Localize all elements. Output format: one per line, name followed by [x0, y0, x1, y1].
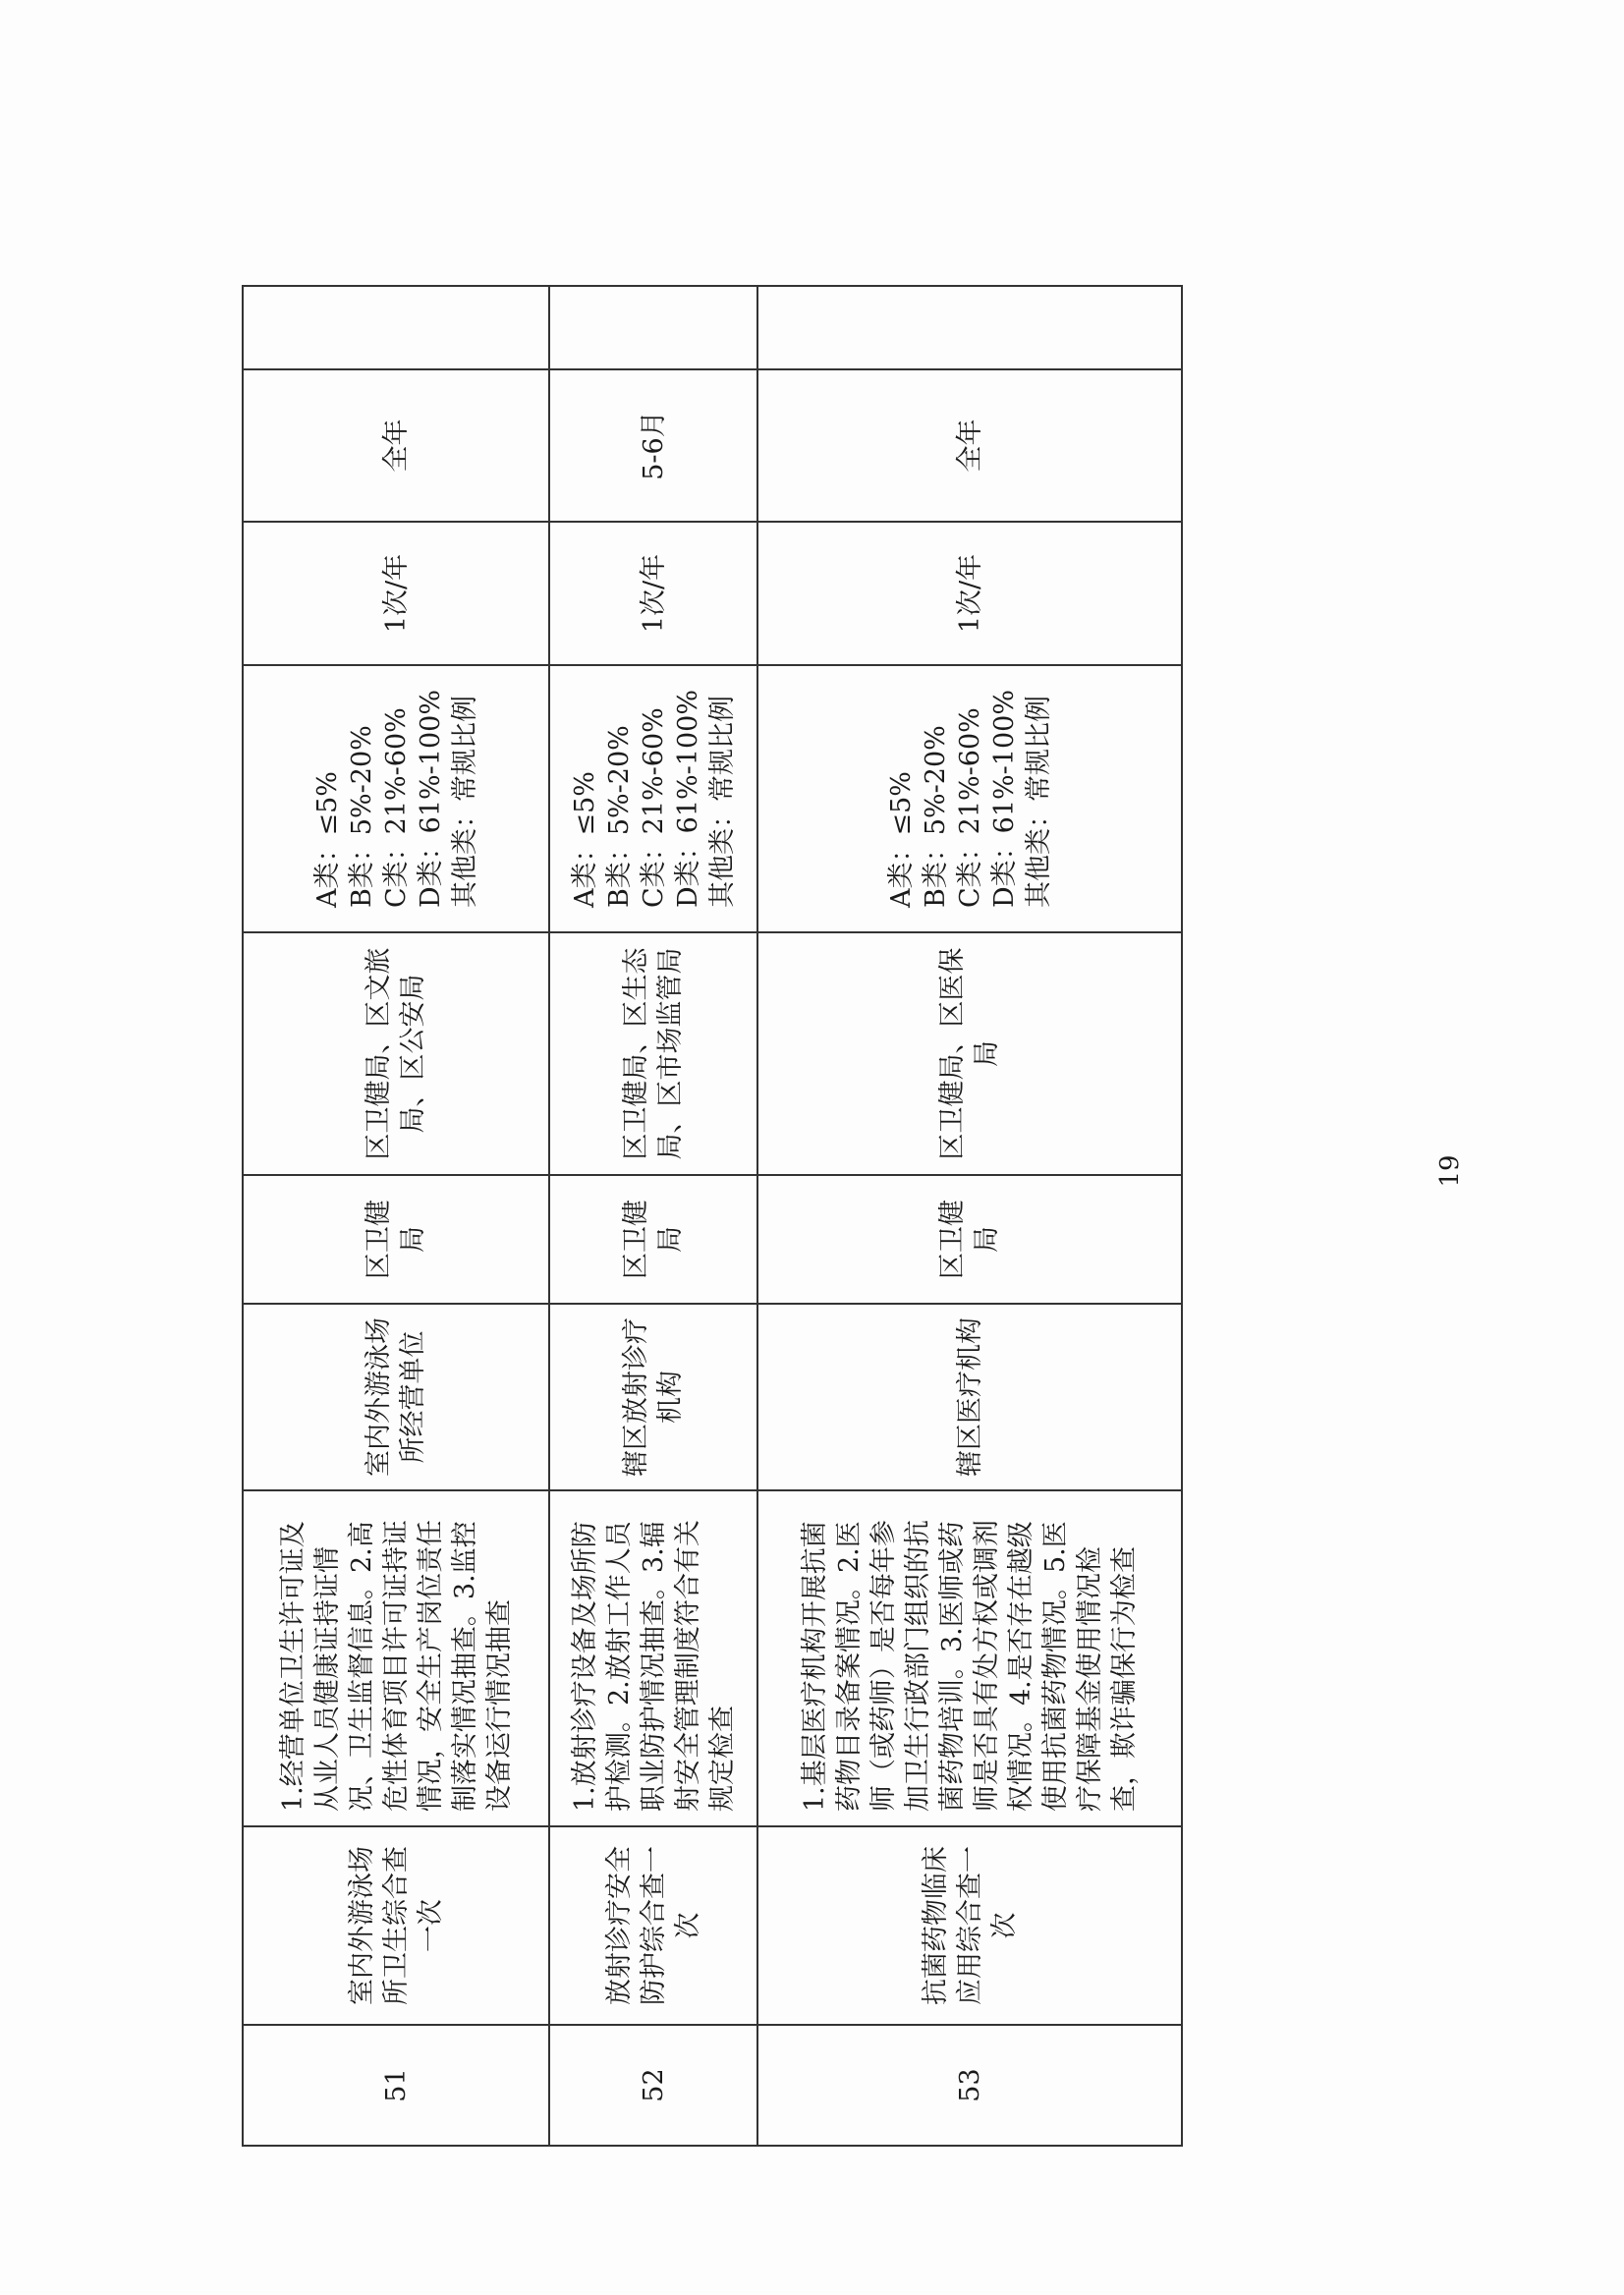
item-name: 放射诊疗安全防护综合查一次	[549, 1826, 757, 2025]
table-container	[242, 287, 1181, 2147]
inspection-content: 1.基层医疗机构开展抗菌药物目录备案情况。2.医师（或药师）是否每年参加卫生行政部门组织的抗菌药物培训。3.医师或药师是否具有处方权或调剂权情况。4.是否存在越级使用抗菌药物情况。5.医疗保障基金使用情况检查，欺诈骗保行为检查	[757, 1490, 1182, 1826]
frequency: 1次/年	[243, 522, 549, 665]
ratio-line: A类：≤5%	[311, 771, 343, 908]
ratio-line: D类：61%-100%	[672, 690, 703, 908]
sampling-ratio	[243, 665, 549, 932]
ratio-line: 其他类：常规比例	[449, 696, 480, 908]
time-period: 全年	[243, 369, 549, 522]
ratio-line: B类：5%-20%	[603, 725, 635, 908]
item-name: 室内外游泳场所卫生综合查一次	[243, 1826, 549, 2025]
ratio-line: A类：≤5%	[569, 771, 600, 908]
remark	[243, 286, 549, 369]
table-row	[757, 286, 1182, 2146]
remark	[757, 286, 1182, 369]
row-number: 51	[243, 2025, 549, 2146]
ratio-line: A类：≤5%	[885, 771, 917, 908]
ratio-line: C类：21%-60%	[638, 707, 669, 908]
ratio-line: 其他类：常规比例	[1023, 696, 1054, 908]
ratio-line: D类：61%-100%	[988, 690, 1020, 908]
cooperating-departments: 区卫健局、区医保局	[757, 932, 1182, 1175]
cooperating-departments: 区卫健局、区文旅局、区公安局	[243, 932, 549, 1175]
inspection-object: 辖区医疗机构	[757, 1304, 1182, 1490]
ratio-line: D类：61%-100%	[415, 690, 446, 908]
table-row	[549, 286, 757, 2146]
cooperating-departments: 区卫健局、区生态局、区市场监管局	[549, 932, 757, 1175]
lead-department: 区卫健局	[757, 1175, 1182, 1304]
item-name: 抗菌药物临床应用综合查一次	[757, 1826, 1182, 2025]
inspection-object: 室内外游泳场所经营单位	[243, 1304, 549, 1490]
rotated-table-frame	[242, 287, 1181, 2147]
inspection-object: 辖区放射诊疗机构	[549, 1304, 757, 1490]
ratio-line: B类：5%-20%	[346, 725, 377, 908]
remark	[549, 286, 757, 369]
page-number: 19	[1435, 1154, 1465, 1188]
frequency: 1次/年	[757, 522, 1182, 665]
time-period: 全年	[757, 369, 1182, 522]
frequency: 1次/年	[549, 522, 757, 665]
row-number: 52	[549, 2025, 757, 2146]
ratio-line: C类：21%-60%	[954, 707, 985, 908]
lead-department: 区卫健局	[549, 1175, 757, 1304]
sampling-ratio	[549, 665, 757, 932]
inspection-content: 1.放射诊疗设备及场所防护检测。2.放射工作人员职业防护情况抽查。3.辐射安全管理制度符合有关规定检查	[549, 1490, 757, 1826]
ratio-line: C类：21%-60%	[380, 707, 412, 908]
inspection-content: 1.经营单位卫生许可证及从业人员健康证持证情况、卫生监督信息。2.高危性体育项目许可证持证情况，安全生产岗位责任制落实情况抽查。3.监控设备运行情况抽查	[243, 1490, 549, 1826]
sampling-ratio	[757, 665, 1182, 932]
table-row	[243, 286, 549, 2146]
inspection-table	[242, 285, 1183, 2147]
row-number: 53	[757, 2025, 1182, 2146]
ratio-line: 其他类：常规比例	[706, 696, 738, 908]
lead-department: 区卫健局	[243, 1175, 549, 1304]
time-period: 5-6月	[549, 369, 757, 522]
ratio-line: B类：5%-20%	[920, 725, 951, 908]
